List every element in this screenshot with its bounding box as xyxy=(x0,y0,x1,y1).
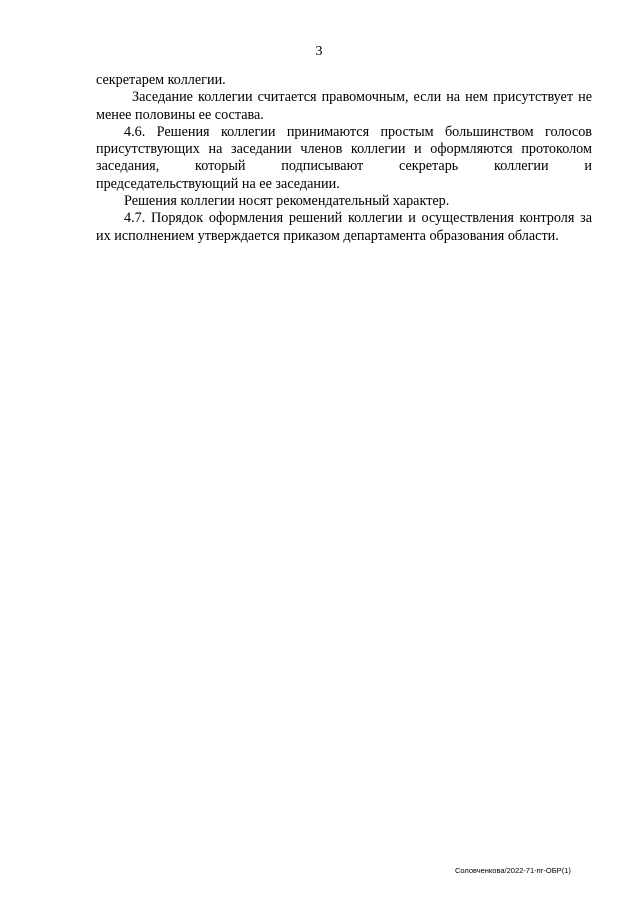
paragraph-4-7: 4.7. Порядок оформления решений коллегии и осуществления контроля за их исполнением утверждается приказом департамента образования области. xyxy=(96,210,592,244)
footer-doc-code: Соловченкова/2022-71-пг-ОБР(1) xyxy=(455,866,571,875)
document-body xyxy=(96,72,592,245)
paragraph-recommendation: Решения коллегии носят рекомендательный характер. xyxy=(124,193,450,210)
page-number: 3 xyxy=(315,44,323,59)
paragraph-quorum: Заседание коллегии считается правомочным, если на нем присутствует не менее половины ее состава. xyxy=(96,89,592,123)
paragraph-continuation: секретарем коллегии. xyxy=(96,72,226,88)
paragraph-4-6-continuation: председательствующий на ее заседании. xyxy=(96,175,340,192)
paragraph-4-6: 4.6. Решения коллегии принимаются простым большинством голосов присутствующих на заседании членов коллегии и оформляются протоколом заседания, который подписывают секретарь коллегии и xyxy=(96,123,592,175)
